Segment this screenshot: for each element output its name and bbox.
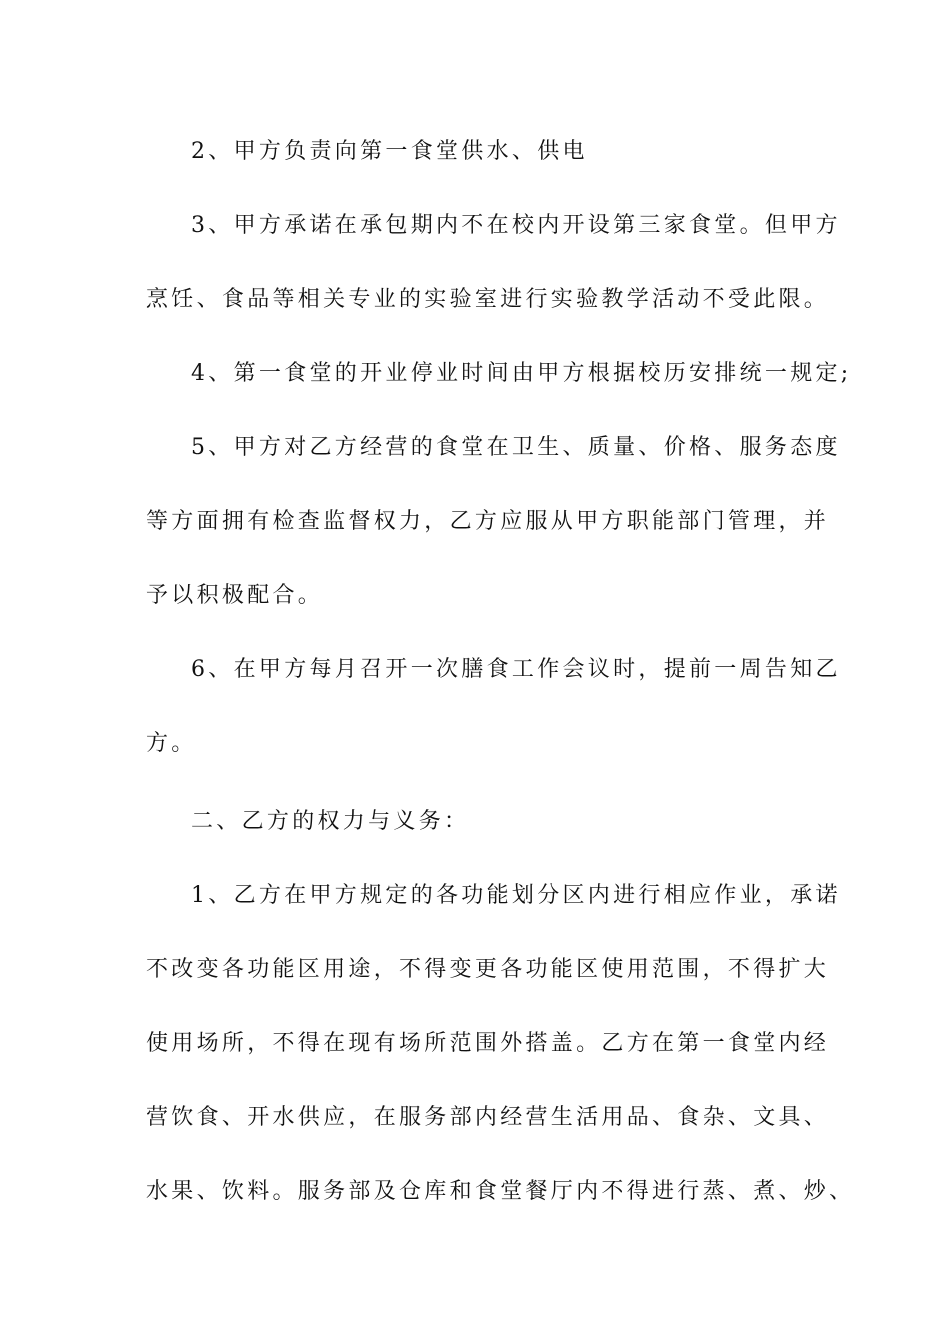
paragraph-line: 6、在甲方每月召开一次膳食工作会议时，提前一周告知乙	[191, 657, 841, 682]
paragraph-line: 营饮食、开水供应，在服务部内经营生活用品、食杂、文具、	[146, 1105, 830, 1130]
paragraph-line: 1、乙方在甲方规定的各功能划分区内进行相应作业，承诺	[191, 883, 841, 908]
paragraph-line: 使用场所，不得在现有场所范围外搭盖。乙方在第一食堂内经	[146, 1031, 830, 1056]
paragraph-line: 不改变各功能区用途，不得变更各功能区使用范围，不得扩大	[146, 957, 830, 982]
paragraph-line: 3、甲方承诺在承包期内不在校内开设第三家食堂。但甲方	[191, 213, 841, 238]
paragraph-line: 水果、饮料。服务部及仓库和食堂餐厅内不得进行蒸、煮、炒、	[146, 1179, 855, 1204]
paragraph-line: 予以积极配合。	[146, 583, 324, 608]
paragraph-line: 烹饪、食品等相关专业的实验室进行实验教学活动不受此限。	[146, 287, 830, 312]
section-heading: 二、乙方的权力与义务：	[191, 809, 470, 834]
paragraph-line: 4、第一食堂的开业停业时间由甲方根据校历安排统一规定;	[191, 361, 852, 386]
paragraph-line: 等方面拥有检查监督权力，乙方应服从甲方职能部门管理，并	[146, 509, 830, 534]
paragraph-line: 5、甲方对乙方经营的食堂在卫生、质量、价格、服务态度	[191, 435, 841, 460]
paragraph-line: 方。	[146, 731, 197, 756]
paragraph-line: 2、甲方负责向第一食堂供水、供电	[191, 139, 588, 164]
